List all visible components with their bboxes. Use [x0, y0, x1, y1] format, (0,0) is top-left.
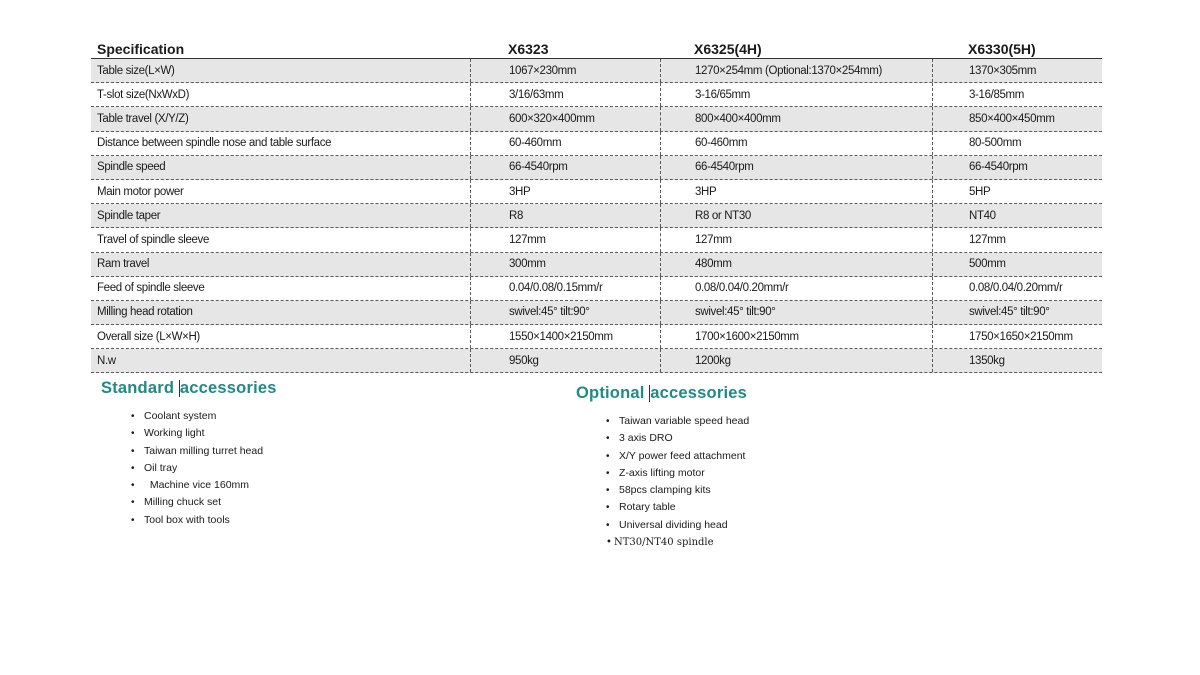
list-item-text: Oil tray — [144, 461, 178, 474]
spec-value-cell: 1200kg — [660, 349, 932, 372]
optional-accessories-list — [606, 413, 749, 551]
spec-value-cell: 800×400×400mm — [660, 107, 932, 130]
optional-accessories-title — [576, 384, 747, 403]
spec-value-cell: 480mm — [660, 253, 932, 276]
standard-accessories-list — [131, 408, 263, 529]
header-x6323: X6323 — [508, 41, 549, 57]
spec-value-cell: 5HP — [932, 180, 1102, 203]
list-item-text: Machine vice 160mm — [144, 479, 250, 492]
table-header-row — [91, 36, 1102, 59]
spec-label-cell: Table travel (X/Y/Z) — [97, 112, 189, 125]
list-item-text: Taiwan milling turret head — [144, 444, 264, 457]
list-item — [606, 482, 749, 499]
spec-label-cell: Spindle speed — [97, 161, 166, 174]
header-specification: Specification — [97, 41, 185, 57]
bullet-icon: • — [131, 445, 135, 457]
header-x6330: X6330(5H) — [968, 41, 1036, 57]
list-item-text: Working light — [144, 427, 205, 440]
bullet-icon: • — [606, 433, 610, 445]
spec-label-cell: Ram travel — [97, 258, 150, 271]
bullet-icon: • — [131, 411, 135, 422]
spec-label-cell: Feed of spindle sleeve — [97, 282, 205, 295]
list-item — [131, 477, 263, 494]
list-item-text: Rotary table — [619, 501, 676, 514]
list-item — [606, 517, 749, 534]
table-row — [91, 204, 1102, 228]
spec-value-cell: swivel:45° tilt:90° — [660, 301, 932, 324]
spec-value-cell: swivel:45° tilt:90° — [470, 301, 660, 324]
spec-value-cell: 66-4540rpm — [470, 156, 660, 179]
spec-value-cell: 3/16/63mm — [470, 83, 660, 106]
spec-label-cell: T-slot size(NxWxD) — [97, 88, 190, 101]
bullet-icon: • — [606, 519, 610, 531]
spec-label-cell: N.w — [97, 354, 116, 367]
spec-value-cell: 1370×305mm — [932, 59, 1102, 82]
standard-title-text-a: Standard — [101, 379, 179, 397]
spec-value-cell: 1750×1650×2150mm — [932, 325, 1102, 348]
table-row — [91, 325, 1102, 349]
spec-value-cell: 80-500mm — [932, 132, 1102, 155]
spec-value-cell: 0.04/0.08/0.15mm/r — [470, 277, 660, 300]
spec-value-cell: 3HP — [660, 180, 932, 203]
optional-title-text-b: accessories — [650, 384, 747, 402]
list-item — [131, 460, 263, 477]
table-row — [91, 277, 1102, 301]
bullet-icon: • — [131, 428, 135, 440]
table-row — [91, 83, 1102, 107]
table-row — [91, 253, 1102, 277]
list-item — [606, 430, 749, 447]
optional-title-text-a: Optional — [576, 384, 650, 402]
bullet-icon: • — [606, 467, 610, 479]
spec-value-cell: 600×320×400mm — [470, 107, 660, 130]
spec-value-cell: R8 or NT30 — [660, 204, 932, 227]
table-row — [91, 301, 1102, 325]
table-row — [91, 59, 1102, 83]
table-body — [91, 59, 1102, 373]
spec-value-cell: 60-460mm — [660, 132, 932, 155]
header-x6325: X6325(4H) — [694, 41, 762, 57]
spec-value-cell: 1067×230mm — [470, 59, 660, 82]
list-item — [606, 413, 749, 430]
list-item — [131, 425, 263, 442]
spec-value-cell: R8 — [470, 204, 660, 227]
spec-value-cell: 1270×254mm (Optional:1370×254mm) — [660, 59, 932, 82]
list-item-text: X/Y power feed attachment — [619, 449, 746, 462]
table-row — [91, 228, 1102, 252]
list-item-text: Universal dividing head — [619, 518, 728, 531]
spec-value-cell: 3-16/65mm — [660, 83, 932, 106]
spec-value-cell: 127mm — [470, 228, 660, 251]
spec-table — [91, 36, 1102, 373]
table-row — [91, 180, 1102, 204]
table-row — [91, 156, 1102, 180]
spec-label-cell: Main motor power — [97, 185, 184, 198]
list-item-text: NT30/NT40 spindle — [614, 537, 714, 549]
list-item-text: 3 axis DRO — [619, 432, 673, 445]
bullet-icon: • — [606, 416, 610, 427]
list-item-text: Z-axis lifting motor — [619, 466, 705, 479]
list-item — [606, 499, 749, 516]
list-item-text: Tool box with tools — [144, 513, 230, 526]
spec-value-cell: 1700×1600×2150mm — [660, 325, 932, 348]
spec-value-cell: 300mm — [470, 253, 660, 276]
spec-value-cell: 0.08/0.04/0.20mm/r — [660, 277, 932, 300]
list-item — [606, 465, 749, 482]
spec-label-cell: Overall size (L×W×H) — [97, 330, 200, 343]
spec-label-cell: Milling head rotation — [97, 306, 193, 319]
spec-label-cell: Spindle taper — [97, 209, 161, 222]
standard-title-text-b: accessories — [179, 379, 277, 397]
spec-value-cell: 66-4540rpm — [932, 156, 1102, 179]
spec-value-cell: 3-16/85mm — [932, 83, 1102, 106]
list-item-text: Taiwan variable speed head — [619, 415, 750, 427]
spec-value-cell: 850×400×450mm — [932, 107, 1102, 130]
list-item-text: 58pcs clamping kits — [619, 484, 711, 497]
bullet-icon: • — [606, 537, 612, 549]
list-item — [131, 443, 263, 460]
list-item — [131, 408, 263, 425]
spec-value-cell: 1350kg — [932, 349, 1102, 372]
bullet-icon: • — [606, 485, 610, 497]
spec-value-cell: swivel:45° tilt:90° — [932, 301, 1102, 324]
standard-accessories-title — [101, 379, 277, 398]
list-item — [606, 534, 749, 551]
spec-label-cell: Travel of spindle sleeve — [97, 233, 209, 246]
spec-value-cell: NT40 — [932, 204, 1102, 227]
list-item — [131, 512, 263, 529]
bullet-icon: • — [131, 497, 135, 509]
list-item — [606, 448, 749, 465]
bullet-icon: • — [131, 514, 135, 526]
spec-value-cell: 0.08/0.04/0.20mm/r — [932, 277, 1102, 300]
spec-value-cell: 60-460mm — [470, 132, 660, 155]
spec-value-cell: 127mm — [660, 228, 932, 251]
list-item-text: Milling chuck set — [144, 496, 222, 509]
table-row — [91, 132, 1102, 156]
bullet-icon: • — [131, 462, 135, 474]
bullet-icon: • — [606, 502, 610, 514]
bullet-icon: • — [131, 480, 135, 492]
table-row — [91, 107, 1102, 131]
spec-label-cell: Distance between spindle nose and table surface — [97, 137, 332, 150]
spec-value-cell: 3HP — [470, 180, 660, 203]
spec-value-cell: 950kg — [470, 349, 660, 372]
bullet-icon: • — [606, 450, 610, 462]
table-row — [91, 349, 1102, 373]
spec-value-cell: 127mm — [932, 228, 1102, 251]
spec-value-cell: 1550×1400×2150mm — [470, 325, 660, 348]
list-item — [131, 494, 263, 511]
spec-value-cell: 66-4540rpm — [660, 156, 932, 179]
spec-label-cell: Table size(L×W) — [97, 64, 175, 77]
spec-value-cell: 500mm — [932, 253, 1102, 276]
list-item-text: Coolant system — [144, 410, 217, 422]
